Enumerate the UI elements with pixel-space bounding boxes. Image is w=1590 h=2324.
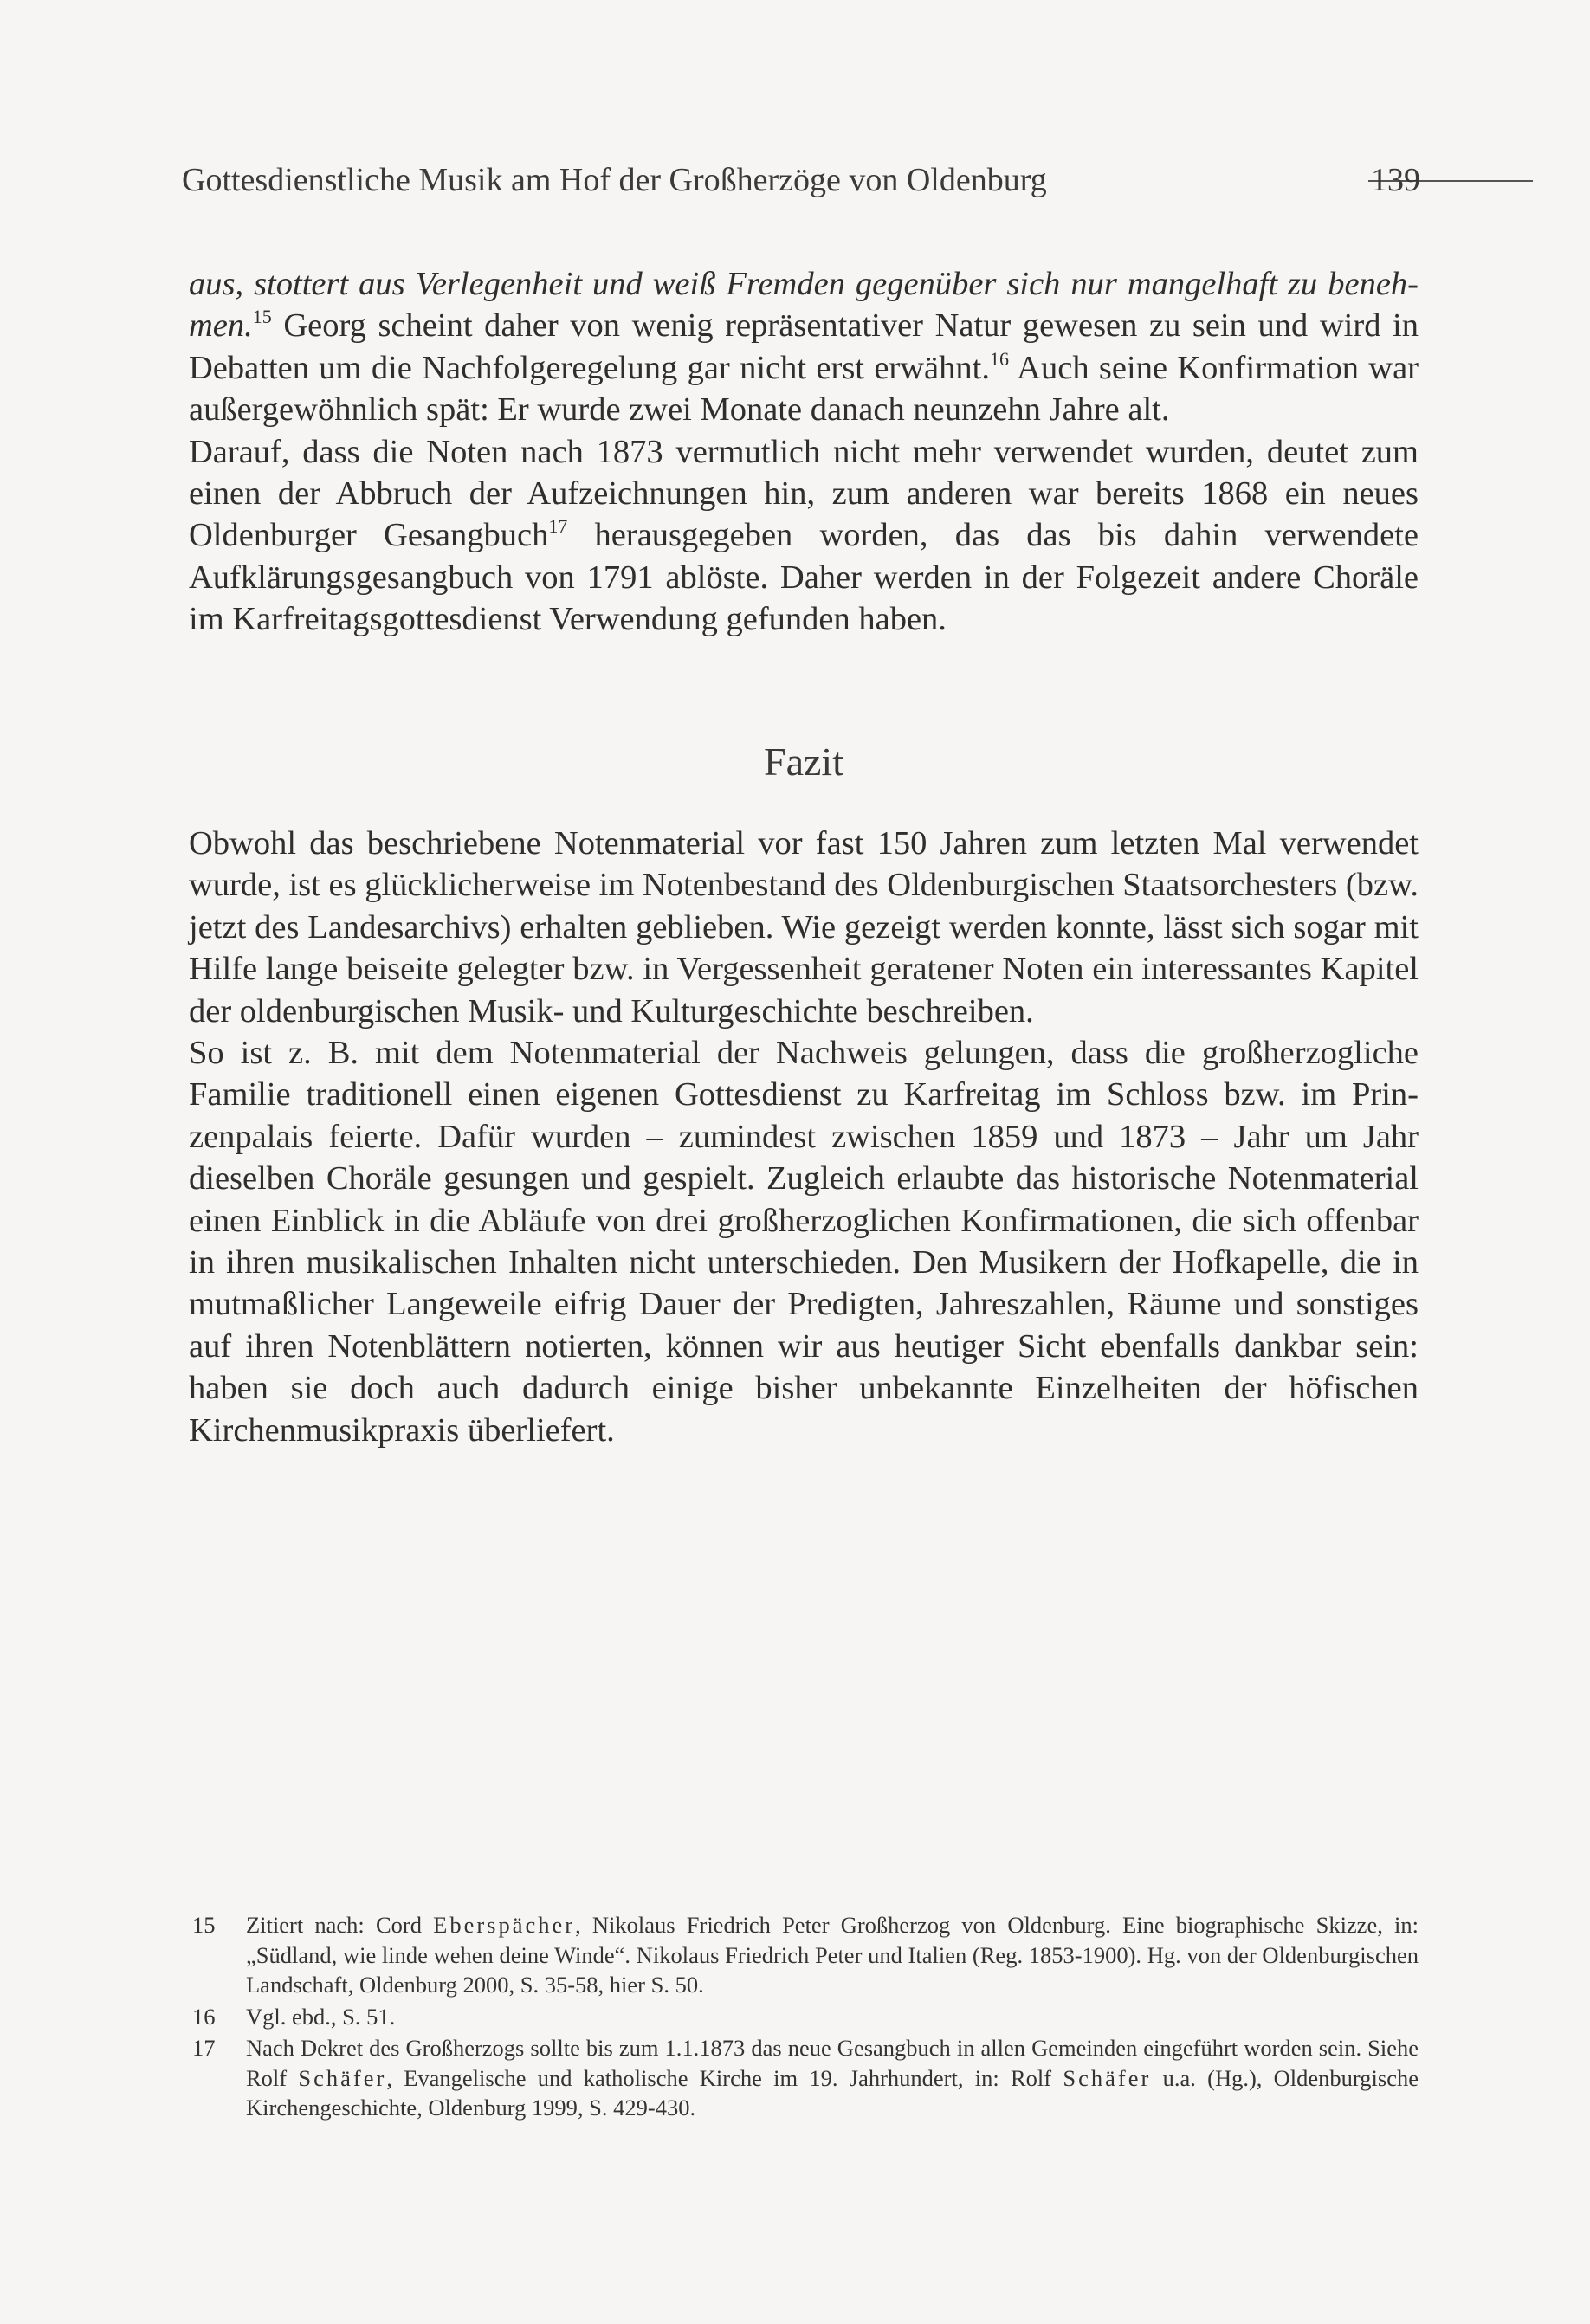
paragraph-text: herausgegeben worden, das das bis dahin verwendete Aufklärungsgesangbuch von 1791 ablöste. Daher werden in der Folgezeit andere Choräle im Karfreitagsgottesdienst Verwendung gefunden haben. — [189, 517, 1419, 638]
running-head — [182, 154, 1420, 206]
section-continuation — [189, 263, 1419, 641]
running-head-title: Gottesdienstliche Musik am Hof der Großherzöge von Oldenburg — [182, 162, 1047, 198]
footnote-text: , Nikolaus Friedrich Peter Großherzog von Oldenburg. Eine biographische Skizze, in: „Südland, wie linde wehen deine Winde“. Nikolaus Friedrich Peter und Italien (Reg. 1853-1900). Hg. von der Oldenburgischen Landschaft, Oldenburg 2000, S. 35-58, hier S. 50. — [246, 1912, 1419, 1998]
footnote-number: 17 — [192, 2035, 216, 2061]
footnote — [192, 1910, 1419, 2000]
footnote-text: u.a. (Hg.), Oldenburgische Kirchengeschichte, Oldenburg 1999, S. 429-430. — [246, 2064, 1419, 2121]
footnote-ref-16[interactable]: 16 — [989, 347, 1009, 370]
footnote-text: , Evangelische und katholische Kirche im 19. Jahrhundert, in: Rolf — [386, 2064, 1063, 2091]
section-fazit — [189, 823, 1419, 1451]
paragraph: Obwohl das beschriebene Notenmaterial vor fast 150 Jahren zum letzten Mal verwendet wurde, ist es glücklicherweise im Notenbestand des Oldenburgischen Staatsorchesters (bzw. jetzt des Landesarchivs) erhalten geblieben. Wie gezeigt werden konnte, lässt sich sogar mit Hilfe lange beiseite gelegter bzw. in Vergessenheit geratener Noten ein interessantes Kapitel der oldenburgischen Musik- und Kulturgeschichte beschreiben. — [189, 825, 1419, 1030]
footnotes — [192, 1910, 1419, 2125]
paragraph — [189, 431, 1419, 641]
section-heading: Fazit — [764, 739, 843, 784]
paragraph-text: Auch seine Konfirmation war außergewöhnlich spät: Er wurde zwei Monate danach neunzehn Jahre alt. — [189, 349, 1419, 429]
author-name: Schäfer — [1063, 2064, 1152, 2091]
paragraph — [189, 263, 1419, 431]
author-name: Eberspächer — [433, 1912, 576, 1938]
footnote-number: 16 — [192, 2003, 216, 2030]
footnote-ref-15[interactable]: 15 — [252, 306, 272, 328]
page-number: 139 — [1371, 162, 1420, 198]
paragraph: So ist z. B. mit dem Notenmaterial der Nachweis gelungen, dass die großherzogliche Familie traditionell einen eigenen Gottesdienst zu Karfreitag im Schloss bzw. im Prinzenpalais feierte. Dafür wurden – zumindest zwischen 1859 und 1873 – Jahr um Jahr dieselben Choräle gesungen und gespielt. Zugleich erlaubte das historische Notenmaterial einen Einblick in die Abläufe von drei großherzoglichen Konfirmationen, die sich offenbar in ihren musikalischen Inhalten nicht unterschieden. Den Musikern der Hofkapelle, die in mutmaßlicher Langeweile eifrig Dauer der Predigten, Jahreszahlen, Räume und sonstiges auf ihren Notenblättern notierten, können wir aus heutiger Sicht ebenfalls dankbar sein: haben sie doch auch dadurch einige bisher unbekannte Einzelheiten der höfischen Kirchenmusikpraxis überliefert. — [189, 1035, 1419, 1449]
footnote-ref-17[interactable]: 17 — [548, 515, 568, 538]
footnote — [192, 2002, 1419, 2032]
footnote-text: Nach Dekret des Großherzogs sollte bis zum 1.1.1873 das neue Gesangbuch in allen Gemeinden eingeführt worden sein. Siehe Rolf — [246, 2035, 1419, 2091]
italic-quote: aus, stottert aus Verlegenheit und weiß Fremden gegenüber sich nur mangelhaft zu benehmen. — [189, 266, 1419, 345]
paragraph-text: Georg scheint daher von wenig repräsentativer Natur gewesen zu sein und wird in Debatten um die Nachfolgeregelung gar nicht erst erwähnt. — [189, 307, 1419, 386]
footnote — [192, 2033, 1419, 2123]
paragraph-text: Darauf, dass die Noten nach 1873 vermutlich nicht mehr verwendet wurden, deutet zum einen der Abbruch der Aufzeichnungen hin, zum anderen war bereits 1868 ein neues Oldenburger Gesangbuch — [189, 433, 1419, 554]
footnote-text: Vgl. ebd., S. 51. — [246, 2003, 396, 2030]
footnote-number: 15 — [192, 1912, 216, 1938]
author-name: Schäfer — [298, 2064, 387, 2091]
footnote-text: Zitiert nach: Cord — [246, 1912, 434, 1938]
